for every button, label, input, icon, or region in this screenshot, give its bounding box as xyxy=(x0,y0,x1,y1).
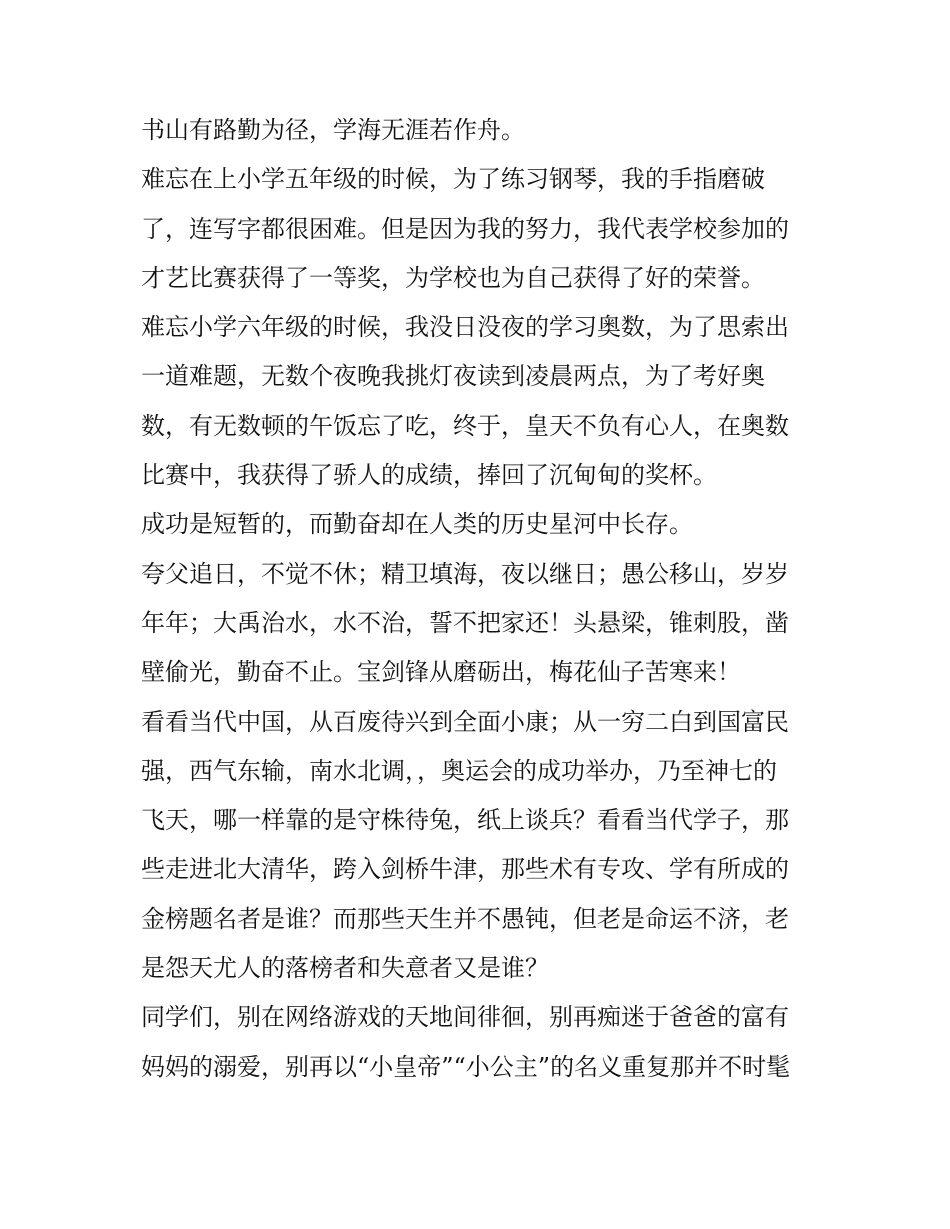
text-line: 壁偷光，勤奋不止。宝剑锋从磨砺出，梅花仙子苦寒来！ xyxy=(141,658,741,687)
text-line: 了，连写字都很困难。但是因为我的努力，我代表学校参加的 xyxy=(141,214,789,243)
text-line: 数，有无数顿的午饭忘了吃，终于，皇天不负有心人，在奥数 xyxy=(141,411,789,440)
text-line: 比赛中，我获得了骄人的成绩，捧回了沉甸甸的奖杯。 xyxy=(141,461,717,490)
text-line: 一道难题，无数个夜晚我挑灯夜读到凌晨两点，为了考好奥 xyxy=(141,362,765,391)
text-line: 成功是短暂的，而勤奋却在人类的历史星河中长存。 xyxy=(141,510,693,539)
text-line: 看看当代中国，从百废待兴到全面小康；从一穷二白到国富民 xyxy=(141,707,789,736)
text-line: 难忘小学六年级的时候，我没日没夜的学习奥数，为了思索出 xyxy=(141,313,789,342)
text-line: 些走进北大清华，跨入剑桥牛津，那些术有专攻、学有所成的 xyxy=(141,855,789,884)
text-line: 妈妈的溺爱，别再以“小皇帝”“小公主”的名义重复那并不时髦 xyxy=(141,1052,791,1081)
text-line: 飞天，哪一样靠的是守株待兔，纸上谈兵？看看当代学子，那 xyxy=(141,806,789,835)
text-line: 是怨天尤人的落榜者和失意者又是谁？ xyxy=(141,954,549,983)
text-line: 才艺比赛获得了一等奖，为学校也为自己获得了好的荣誉。 xyxy=(141,263,765,292)
text-line: 难忘在上小学五年级的时候，为了练习钢琴，我的手指磨破 xyxy=(141,165,765,194)
text-line: 书山有路勤为径，学海无涯若作舟。 xyxy=(141,116,525,144)
text-line: 年年；大禹治水，水不治，誓不把家还！头悬梁，锥刺股，凿 xyxy=(141,608,789,637)
document-body xyxy=(141,106,821,1092)
text-line: 强，西气东输，南水北调，，奥运会的成功举办，乃至神七的 xyxy=(141,756,777,785)
text-line: 金榜题名者是谁？而那些天生并不愚钝，但老是命运不济，老 xyxy=(141,904,789,933)
text-line: 同学们，别在网络游戏的天地间徘徊，别再痴迷于爸爸的富有 xyxy=(141,1003,789,1032)
text-line: 夸父追日，不觉不休；精卫填海，夜以继日；愚公移山，岁岁 xyxy=(141,559,789,588)
